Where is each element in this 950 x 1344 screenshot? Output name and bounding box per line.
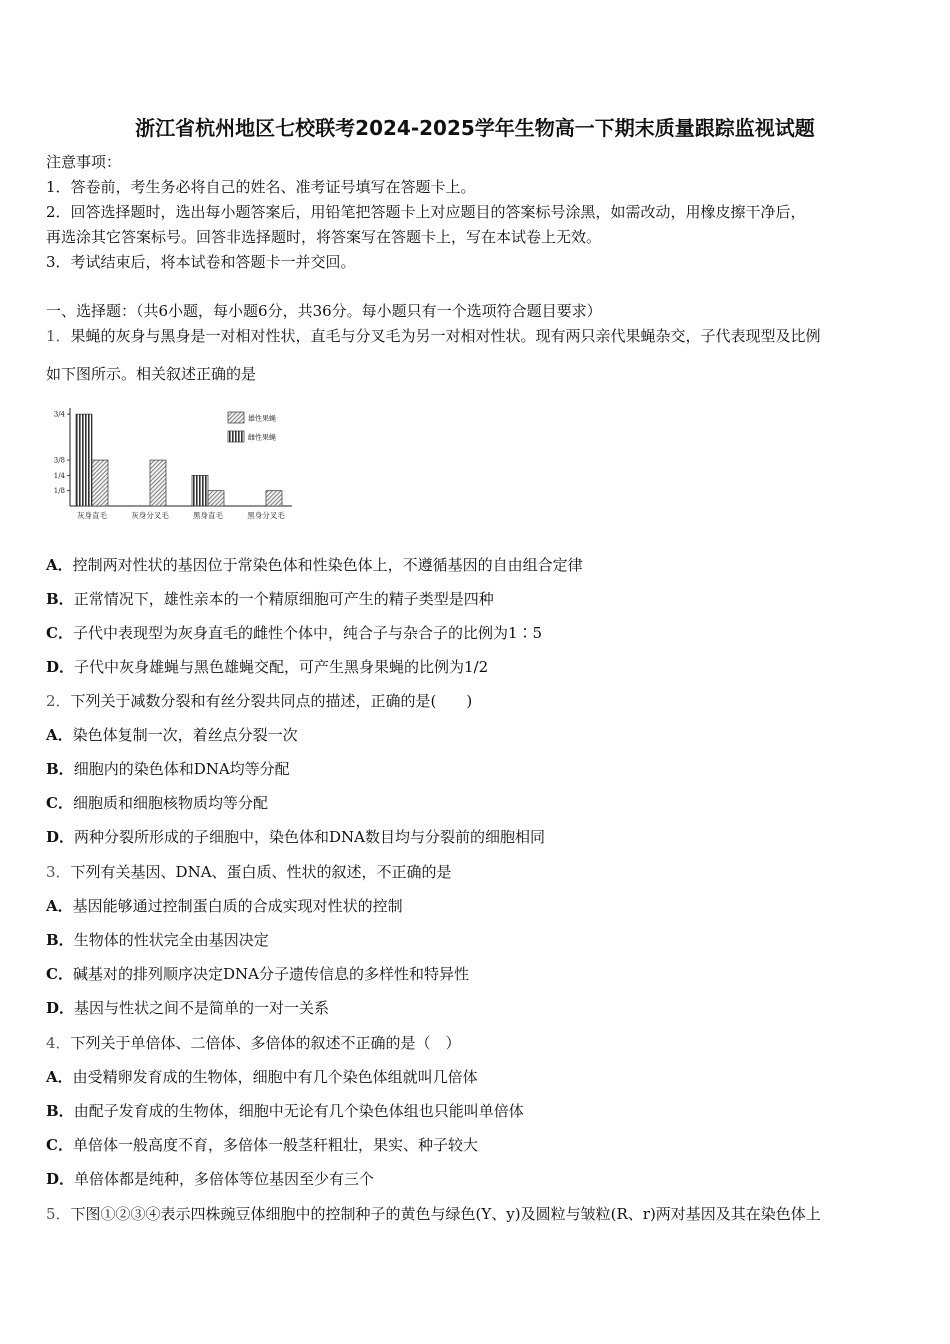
bar-male (92, 460, 108, 506)
q2-option-d-letter: D． (46, 828, 75, 846)
notice-2-cont: 再选涂其它答案标号。回答非选择题时，将答案写在答题卡上，写在本试卷上无效。 (46, 228, 602, 246)
question-5-stem (46, 1204, 821, 1224)
legend-swatch (228, 412, 244, 423)
bar-male (208, 491, 224, 506)
category-label: 黑身直毛 (193, 511, 223, 520)
question-1-number: 1． (46, 327, 71, 345)
y-tick-label: 3/8 (53, 456, 65, 465)
q3-option-b-letter: B． (46, 931, 74, 949)
section-heading: 一、选择题：（共6小题，每小题6分，共36分。每小题只有一个选项符合题目要求） (46, 302, 602, 320)
q3-option-a-text: 基因能够通过控制蛋白质的合成实现对性状的控制 (72, 897, 403, 915)
legend-label: 雌性果蝇 (248, 433, 276, 442)
question-1-stem-cont: 如下图所示。相关叙述正确的是 (46, 365, 257, 383)
q1-option-b-letter: B． (46, 590, 74, 608)
q4-option-a[interactable] (46, 1067, 478, 1087)
q4-option-d[interactable] (46, 1169, 374, 1189)
category-label: 灰身分叉毛 (131, 511, 169, 520)
notice-2: 2．回答选择题时，选出每小题答案后，用铅笔把答题卡上对应题目的答案标号涂黑，如需改动，用橡皮擦干净后， (46, 203, 806, 221)
y-tick-label: 1/8 (53, 487, 65, 496)
q4-option-d-letter: D． (46, 1170, 75, 1188)
q4-option-b[interactable] (46, 1101, 524, 1121)
q3-option-b-text: 生物体的性状完全由基因决定 (73, 931, 269, 949)
q2-option-a-text: 染色体复制一次，着丝点分裂一次 (72, 726, 298, 744)
q4-option-d-text: 单倍体都是纯种，多倍体等位基因至少有三个 (74, 1170, 375, 1188)
category-label: 黑身分叉毛 (247, 511, 285, 520)
q1-option-c-text: 子代中表现型为灰身直毛的雌性个体中，纯合子与杂合子的比例为1∶5 (72, 624, 543, 642)
q3-option-d-letter: D． (46, 999, 75, 1017)
q1-option-a-text: 控制两对性状的基因位于常染色体和性染色体上，不遵循基因的自由组合定律 (72, 556, 583, 574)
page-title: 浙江省杭州地区七校联考2024-2025学年生物高一下期末质量跟踪监视试题 (135, 116, 815, 140)
q4-option-c-letter: C． (46, 1136, 73, 1154)
question-2-number: 2． (46, 692, 71, 710)
q3-option-c[interactable] (46, 964, 469, 984)
bar-male (150, 460, 166, 506)
q2-option-d[interactable] (46, 827, 545, 847)
q3-option-a[interactable] (46, 896, 403, 916)
question-3-stem (46, 862, 452, 882)
q1-option-d[interactable] (46, 657, 488, 677)
q2-option-c[interactable] (46, 793, 268, 813)
q2-option-c-letter: C． (46, 794, 73, 812)
q3-option-d[interactable] (46, 998, 329, 1018)
q4-option-c-text: 单倍体一般高度不育，多倍体一般茎秆粗壮，果实、种子较大 (72, 1136, 478, 1154)
chart-svg (40, 396, 300, 526)
q1-option-d-letter: D． (46, 658, 75, 676)
q2-option-c-text: 细胞质和细胞核物质均等分配 (72, 794, 268, 812)
bar-female (192, 475, 208, 506)
y-tick-label: 3/4 (53, 410, 65, 419)
category-label: 灰身直毛 (77, 511, 107, 520)
q2-option-a[interactable] (46, 725, 298, 745)
y-tick-label: 1/4 (53, 471, 65, 480)
bar-male (266, 491, 282, 506)
question-1-stem (46, 326, 821, 346)
q4-option-c[interactable] (46, 1135, 478, 1155)
bar-female (76, 414, 92, 506)
notice-1: 1．答卷前，考生务必将自己的姓名、准考证号填写在答题卡上。 (46, 178, 476, 196)
q2-option-d-text: 两种分裂所形成的子细胞中，染色体和DNA数目均与分裂前的细胞相同 (74, 828, 546, 846)
notice-heading: 注意事项： (46, 153, 122, 171)
question-1-text: 果蝇的灰身与黑身是一对相对性状，直毛与分叉毛为另一对相对性状。现有两只亲代果蝇杂交，子代表现型及比例 (70, 327, 821, 345)
q2-option-b-letter: B． (46, 760, 74, 778)
q2-option-b-text: 细胞内的染色体和DNA均等分配 (73, 760, 290, 778)
q1-option-a-letter: A． (46, 556, 73, 574)
q3-option-c-letter: C． (46, 965, 73, 983)
q3-option-b[interactable] (46, 930, 269, 950)
q3-option-a-letter: A． (46, 897, 73, 915)
q1-option-a[interactable] (46, 555, 583, 575)
legend-swatch (228, 431, 244, 442)
offspring-ratio-chart (40, 396, 300, 526)
question-4-stem (46, 1033, 461, 1053)
q1-option-c[interactable] (46, 623, 542, 643)
notice-3: 3．考试结束后，将本试卷和答题卡一并交回。 (46, 253, 356, 271)
q1-option-b[interactable] (46, 589, 494, 609)
q1-option-b-text: 正常情况下，雄性亲本的一个精原细胞可产生的精子类型是四种 (73, 590, 494, 608)
legend-label: 雄性果蝇 (248, 414, 276, 423)
q4-option-a-letter: A． (46, 1068, 73, 1086)
question-5-text: 下图①②③④表示四株豌豆体细胞中的控制种子的黄色与绿色(Y、y)及圆粒与皱粒(R、r)两对基因及其在染色体上 (70, 1205, 821, 1223)
q2-option-a-letter: A． (46, 726, 73, 744)
question-3-text: 下列有关基因、DNA、蛋白质、性状的叙述，不正确的是 (70, 863, 452, 881)
q1-option-d-text: 子代中灰身雄蝇与黑色雄蝇交配，可产生黑身果蝇的比例为1/2 (74, 658, 489, 676)
q4-option-b-text: 由配子发育成的生物体，细胞中无论有几个染色体组也只能叫单倍体 (73, 1102, 524, 1120)
q1-option-c-letter: C． (46, 624, 73, 642)
q4-option-a-text: 由受精卵发育成的生物体，细胞中有几个染色体组就叫几倍体 (72, 1068, 478, 1086)
question-4-text: 下列关于单倍体、二倍体、多倍体的叙述不正确的是（ ） (70, 1034, 461, 1052)
question-4-number: 4． (46, 1034, 71, 1052)
question-2-stem (46, 691, 472, 711)
q3-option-c-text: 碱基对的排列顺序决定DNA分子遗传信息的多样性和特异性 (72, 965, 469, 983)
question-2-text: 下列关于减数分裂和有丝分裂共同点的描述，正确的是( ) (70, 692, 473, 710)
q2-option-b[interactable] (46, 759, 290, 779)
q4-option-b-letter: B． (46, 1102, 74, 1120)
question-5-number: 5． (46, 1205, 71, 1223)
question-3-number: 3． (46, 863, 71, 881)
q3-option-d-text: 基因与性状之间不是简单的一对一关系 (74, 999, 330, 1017)
